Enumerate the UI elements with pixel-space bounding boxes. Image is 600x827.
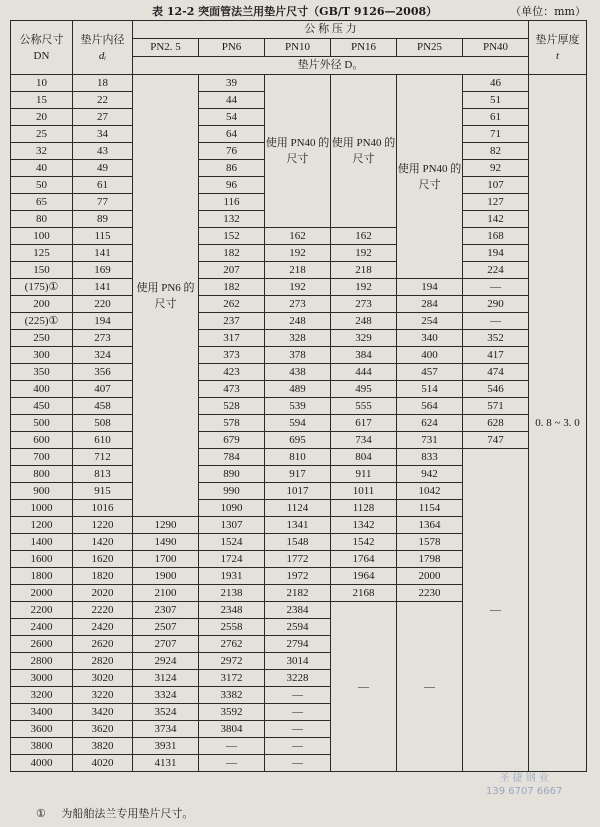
pn6-cell: 1524	[199, 534, 265, 551]
pn10-cell: —	[265, 687, 331, 704]
dn-cell: 500	[11, 415, 73, 432]
dn-cell: 200	[11, 296, 73, 313]
pn16-cell: 804	[331, 449, 397, 466]
pn2-5-cell: 3324	[133, 687, 199, 704]
pn16-cell: 218	[331, 262, 397, 279]
dn-cell: 600	[11, 432, 73, 449]
dn-cell: 700	[11, 449, 73, 466]
dn-cell: 2400	[11, 619, 73, 636]
pn2-5-cell: 2707	[133, 636, 199, 653]
di-cell: 2620	[73, 636, 133, 653]
pn6-cell: 578	[199, 415, 265, 432]
pn40-cell: 546	[463, 381, 529, 398]
di-cell: 407	[73, 381, 133, 398]
pn16-cell: 617	[331, 415, 397, 432]
pn6-cell: 3172	[199, 670, 265, 687]
pn10-cell: 1548	[265, 534, 331, 551]
pn16-cell: 734	[331, 432, 397, 449]
dn-cell: 1600	[11, 551, 73, 568]
pn10-cell: —	[265, 755, 331, 772]
dn-cell: 3000	[11, 670, 73, 687]
pn40-cell: 71	[463, 126, 529, 143]
pn16-cell: 1542	[331, 534, 397, 551]
pn40-cell: 142	[463, 211, 529, 228]
dn-cell: 2600	[11, 636, 73, 653]
pn6-cell: 76	[199, 143, 265, 160]
pn25-cell: 340	[397, 330, 463, 347]
pn10-cell: 3228	[265, 670, 331, 687]
dn-cell: 1400	[11, 534, 73, 551]
dn-cell: 1800	[11, 568, 73, 585]
pn10-cell: 192	[265, 245, 331, 262]
header-pn10: PN10	[265, 39, 331, 57]
pn10-cell: 2182	[265, 585, 331, 602]
di-cell: 18	[73, 75, 133, 92]
di-cell: 610	[73, 432, 133, 449]
pn6-cell: 679	[199, 432, 265, 449]
pn25-cell: 2230	[397, 585, 463, 602]
pn2-5-cell: 3524	[133, 704, 199, 721]
pn2-5-cell: 3734	[133, 721, 199, 738]
pn6-cell: 1724	[199, 551, 265, 568]
dn-cell: 250	[11, 330, 73, 347]
pn16-cell: 1011	[331, 483, 397, 500]
di-cell: 324	[73, 347, 133, 364]
di-cell: 77	[73, 194, 133, 211]
pn6-cell: —	[199, 755, 265, 772]
dn-cell: 150	[11, 262, 73, 279]
di-cell: 89	[73, 211, 133, 228]
pn40-cell: 92	[463, 160, 529, 177]
pn40-cell: 628	[463, 415, 529, 432]
pn40-cell: 127	[463, 194, 529, 211]
pn40-cell: 194	[463, 245, 529, 262]
dn-cell: 3800	[11, 738, 73, 755]
pn25-cell: 624	[397, 415, 463, 432]
gasket-size-table	[10, 20, 587, 772]
di-cell: 3420	[73, 704, 133, 721]
pn25-cell: 194	[397, 279, 463, 296]
pn25-cell: 731	[397, 432, 463, 449]
di-cell: 813	[73, 466, 133, 483]
di-cell: 2820	[73, 653, 133, 670]
pn16-cell: 2168	[331, 585, 397, 602]
pn10-cell: 1772	[265, 551, 331, 568]
footnote-text: 为船舶法兰专用垫片尺寸。	[61, 807, 194, 820]
dn-cell: 400	[11, 381, 73, 398]
di-cell: 1620	[73, 551, 133, 568]
di-cell: 356	[73, 364, 133, 381]
pn2-5-cell: 1900	[133, 568, 199, 585]
table-row	[11, 228, 587, 245]
pn6-cell: 890	[199, 466, 265, 483]
pn6-cell: 3382	[199, 687, 265, 704]
pn40-cell: 474	[463, 364, 529, 381]
dn-cell: (225)①	[11, 313, 73, 330]
di-cell: 141	[73, 245, 133, 262]
dn-cell: 20	[11, 109, 73, 126]
pn6-cell: 2348	[199, 602, 265, 619]
dn-cell: (175)①	[11, 279, 73, 296]
pn16-cell: 555	[331, 398, 397, 415]
pn6-cell: 317	[199, 330, 265, 347]
dn-cell: 125	[11, 245, 73, 262]
header-pn6: PN6	[199, 39, 265, 57]
pn6-cell: 182	[199, 245, 265, 262]
pn2-5-merged-cell: 使用 PN6 的尺寸	[133, 75, 199, 517]
di-cell: 3020	[73, 670, 133, 687]
pn6-cell: 1090	[199, 500, 265, 517]
di-cell: 2220	[73, 602, 133, 619]
pn2-5-cell: 1700	[133, 551, 199, 568]
di-cell: 27	[73, 109, 133, 126]
pn10-cell: 2384	[265, 602, 331, 619]
dn-cell: 350	[11, 364, 73, 381]
dn-cell: 1200	[11, 517, 73, 534]
dn-cell: 80	[11, 211, 73, 228]
pn25-cell: 942	[397, 466, 463, 483]
pn6-cell: 262	[199, 296, 265, 313]
pn6-cell: 44	[199, 92, 265, 109]
dn-cell: 100	[11, 228, 73, 245]
thickness-merged-cell: 0. 8 ~ 3. 0	[529, 75, 587, 772]
di-cell: 220	[73, 296, 133, 313]
header-pn16: PN16	[331, 39, 397, 57]
pn2-5-cell: 2924	[133, 653, 199, 670]
dn-cell: 3400	[11, 704, 73, 721]
dn-cell: 300	[11, 347, 73, 364]
pn6-cell: 2138	[199, 585, 265, 602]
pn40-cell: 417	[463, 347, 529, 364]
pn25-cell: 514	[397, 381, 463, 398]
dn-cell: 4000	[11, 755, 73, 772]
pn25-cell: 1364	[397, 517, 463, 534]
header-outer-diameter: 垫片外径 D。	[133, 57, 529, 75]
header-pn40: PN40	[463, 39, 529, 57]
pn6-cell: 784	[199, 449, 265, 466]
pn10-cell: —	[265, 704, 331, 721]
pn6-cell: 86	[199, 160, 265, 177]
pn6-cell: 473	[199, 381, 265, 398]
table-row	[11, 330, 587, 347]
pn10-cell: 810	[265, 449, 331, 466]
pn10-cell: 2594	[265, 619, 331, 636]
di-cell: 43	[73, 143, 133, 160]
pn6-cell: 237	[199, 313, 265, 330]
table-row	[11, 279, 587, 296]
pn6-cell: 116	[199, 194, 265, 211]
di-cell: 2420	[73, 619, 133, 636]
dn-cell: 2000	[11, 585, 73, 602]
pn40-cell: 168	[463, 228, 529, 245]
footnote-mark: ①	[36, 807, 46, 820]
di-cell: 49	[73, 160, 133, 177]
pn10-cell: 594	[265, 415, 331, 432]
dn-cell: 65	[11, 194, 73, 211]
pn10-cell: 1341	[265, 517, 331, 534]
pn6-cell: 96	[199, 177, 265, 194]
pn40-cell: —	[463, 279, 529, 296]
header-pressure-group: 公 称 压 力	[133, 21, 529, 39]
pn40-cell: 61	[463, 109, 529, 126]
pn10-cell: 489	[265, 381, 331, 398]
watermark-company: 圣 捷 钢 业	[499, 773, 549, 784]
watermark	[486, 772, 562, 798]
di-cell: 508	[73, 415, 133, 432]
pn25-cell: 1798	[397, 551, 463, 568]
pn10-cell: 695	[265, 432, 331, 449]
pn16-merged-cell: 使用 PN40 的尺寸	[331, 75, 397, 228]
pn16-cell: 1964	[331, 568, 397, 585]
dn-cell: 800	[11, 466, 73, 483]
di-cell: 458	[73, 398, 133, 415]
di-cell: 3820	[73, 738, 133, 755]
table-row	[11, 347, 587, 364]
di-cell: 22	[73, 92, 133, 109]
pn10-cell: —	[265, 738, 331, 755]
pn25-cell: 284	[397, 296, 463, 313]
pn16-cell: 273	[331, 296, 397, 313]
pn6-cell: 990	[199, 483, 265, 500]
di-cell: 169	[73, 262, 133, 279]
pn16-cell: 329	[331, 330, 397, 347]
dn-cell: 900	[11, 483, 73, 500]
pn16-cell: 495	[331, 381, 397, 398]
pn10-cell: 162	[265, 228, 331, 245]
pn25-cell: 254	[397, 313, 463, 330]
pn40-merged-cell: —	[463, 449, 529, 772]
pn6-cell: 152	[199, 228, 265, 245]
dn-cell: 50	[11, 177, 73, 194]
header-dn: 公称尺寸 DN	[11, 21, 73, 75]
table-body	[11, 75, 587, 772]
di-cell: 141	[73, 279, 133, 296]
di-cell: 61	[73, 177, 133, 194]
pn16-merged-cell: —	[331, 602, 397, 772]
pn10-cell: 1972	[265, 568, 331, 585]
header-pn25: PN25	[397, 39, 463, 57]
pn10-cell: 3014	[265, 653, 331, 670]
pn10-cell: 328	[265, 330, 331, 347]
pn40-cell: 352	[463, 330, 529, 347]
di-cell: 34	[73, 126, 133, 143]
pn6-cell: 3804	[199, 721, 265, 738]
pn2-5-cell: 3124	[133, 670, 199, 687]
dn-cell: 3600	[11, 721, 73, 738]
pn10-cell: 539	[265, 398, 331, 415]
pn2-5-cell: 2307	[133, 602, 199, 619]
pn40-cell: 224	[463, 262, 529, 279]
pn25-cell: 833	[397, 449, 463, 466]
pn16-cell: 192	[331, 245, 397, 262]
table-row	[11, 415, 587, 432]
header-pn2-5: PN2. 5	[133, 39, 199, 57]
dn-cell: 15	[11, 92, 73, 109]
dn-cell: 10	[11, 75, 73, 92]
pn25-merged-cell: —	[397, 602, 463, 772]
pn25-cell: 457	[397, 364, 463, 381]
di-cell: 4020	[73, 755, 133, 772]
dn-cell: 3200	[11, 687, 73, 704]
di-cell: 1820	[73, 568, 133, 585]
pn6-cell: 207	[199, 262, 265, 279]
pn16-cell: 1342	[331, 517, 397, 534]
pn6-cell: 423	[199, 364, 265, 381]
pn6-cell: 54	[199, 109, 265, 126]
pn10-cell: 2794	[265, 636, 331, 653]
pn16-cell: 192	[331, 279, 397, 296]
pn16-cell: 444	[331, 364, 397, 381]
pn40-cell: 290	[463, 296, 529, 313]
pn16-cell: 1128	[331, 500, 397, 517]
pn6-cell: 2558	[199, 619, 265, 636]
pn40-cell: —	[463, 313, 529, 330]
pn40-cell: 46	[463, 75, 529, 92]
pn2-5-cell: 2507	[133, 619, 199, 636]
pn6-cell: 39	[199, 75, 265, 92]
dn-cell: 40	[11, 160, 73, 177]
table-row	[11, 245, 587, 262]
table-row	[11, 364, 587, 381]
pn40-cell: 747	[463, 432, 529, 449]
pn25-cell: 1042	[397, 483, 463, 500]
dn-cell: 32	[11, 143, 73, 160]
dn-cell: 1000	[11, 500, 73, 517]
pn25-cell: 1154	[397, 500, 463, 517]
pn6-cell: 1931	[199, 568, 265, 585]
pn40-cell: 107	[463, 177, 529, 194]
pn25-cell: 2000	[397, 568, 463, 585]
di-cell: 1016	[73, 500, 133, 517]
pn25-cell: 400	[397, 347, 463, 364]
dn-cell: 450	[11, 398, 73, 415]
unit-label: （单位：mm）	[510, 5, 586, 18]
pn16-cell: 248	[331, 313, 397, 330]
pn10-cell: 378	[265, 347, 331, 364]
pn25-merged-cell: 使用 PN40 的尺寸	[397, 75, 463, 279]
di-cell: 2020	[73, 585, 133, 602]
dn-cell: 2800	[11, 653, 73, 670]
pn10-cell: 438	[265, 364, 331, 381]
pn25-cell: 1578	[397, 534, 463, 551]
pn25-cell: 564	[397, 398, 463, 415]
pn6-cell: 528	[199, 398, 265, 415]
pn10-cell: 273	[265, 296, 331, 313]
table-row	[11, 262, 587, 279]
pn2-5-cell: 1290	[133, 517, 199, 534]
pn6-cell: 2972	[199, 653, 265, 670]
di-cell: 712	[73, 449, 133, 466]
pn10-cell: 917	[265, 466, 331, 483]
pn6-cell: 3592	[199, 704, 265, 721]
table-row	[11, 398, 587, 415]
dn-cell: 2200	[11, 602, 73, 619]
pn10-cell: 218	[265, 262, 331, 279]
table-title	[0, 4, 600, 20]
pn6-cell: 1307	[199, 517, 265, 534]
pn2-5-cell: 4131	[133, 755, 199, 772]
pn10-merged-cell: 使用 PN40 的尺寸	[265, 75, 331, 228]
table-row	[11, 296, 587, 313]
pn10-cell: 192	[265, 279, 331, 296]
table-row	[11, 75, 587, 92]
pn2-5-cell: 1490	[133, 534, 199, 551]
header-di: 垫片内径 dᵢ	[73, 21, 133, 75]
di-cell: 115	[73, 228, 133, 245]
pn40-cell: 82	[463, 143, 529, 160]
di-cell: 3620	[73, 721, 133, 738]
pn16-cell: 911	[331, 466, 397, 483]
watermark-phone: 139 6707 6667	[486, 786, 563, 797]
pn6-cell: 182	[199, 279, 265, 296]
di-cell: 915	[73, 483, 133, 500]
table-row	[11, 381, 587, 398]
table-row	[11, 313, 587, 330]
di-cell: 273	[73, 330, 133, 347]
pn10-cell: —	[265, 721, 331, 738]
pn10-cell: 1124	[265, 500, 331, 517]
footnote	[36, 806, 193, 822]
pn6-cell: 64	[199, 126, 265, 143]
pn16-cell: 384	[331, 347, 397, 364]
table-row	[11, 432, 587, 449]
pn40-cell: 571	[463, 398, 529, 415]
pn2-5-cell: 3931	[133, 738, 199, 755]
pn10-cell: 248	[265, 313, 331, 330]
pn10-cell: 1017	[265, 483, 331, 500]
di-cell: 3220	[73, 687, 133, 704]
di-cell: 1220	[73, 517, 133, 534]
pn6-cell: 2762	[199, 636, 265, 653]
pn6-cell: 373	[199, 347, 265, 364]
pn6-cell: 132	[199, 211, 265, 228]
table-row	[11, 449, 587, 466]
header-thickness: 垫片厚度 t	[529, 21, 587, 75]
pn40-cell: 51	[463, 92, 529, 109]
pn2-5-cell: 2100	[133, 585, 199, 602]
pn6-cell: —	[199, 738, 265, 755]
table-caption: 表 12-2 突面管法兰用垫片尺寸（GB/T 9126—2008）	[152, 5, 438, 18]
di-cell: 1420	[73, 534, 133, 551]
pn16-cell: 1764	[331, 551, 397, 568]
dn-cell: 25	[11, 126, 73, 143]
pn16-cell: 162	[331, 228, 397, 245]
di-cell: 194	[73, 313, 133, 330]
